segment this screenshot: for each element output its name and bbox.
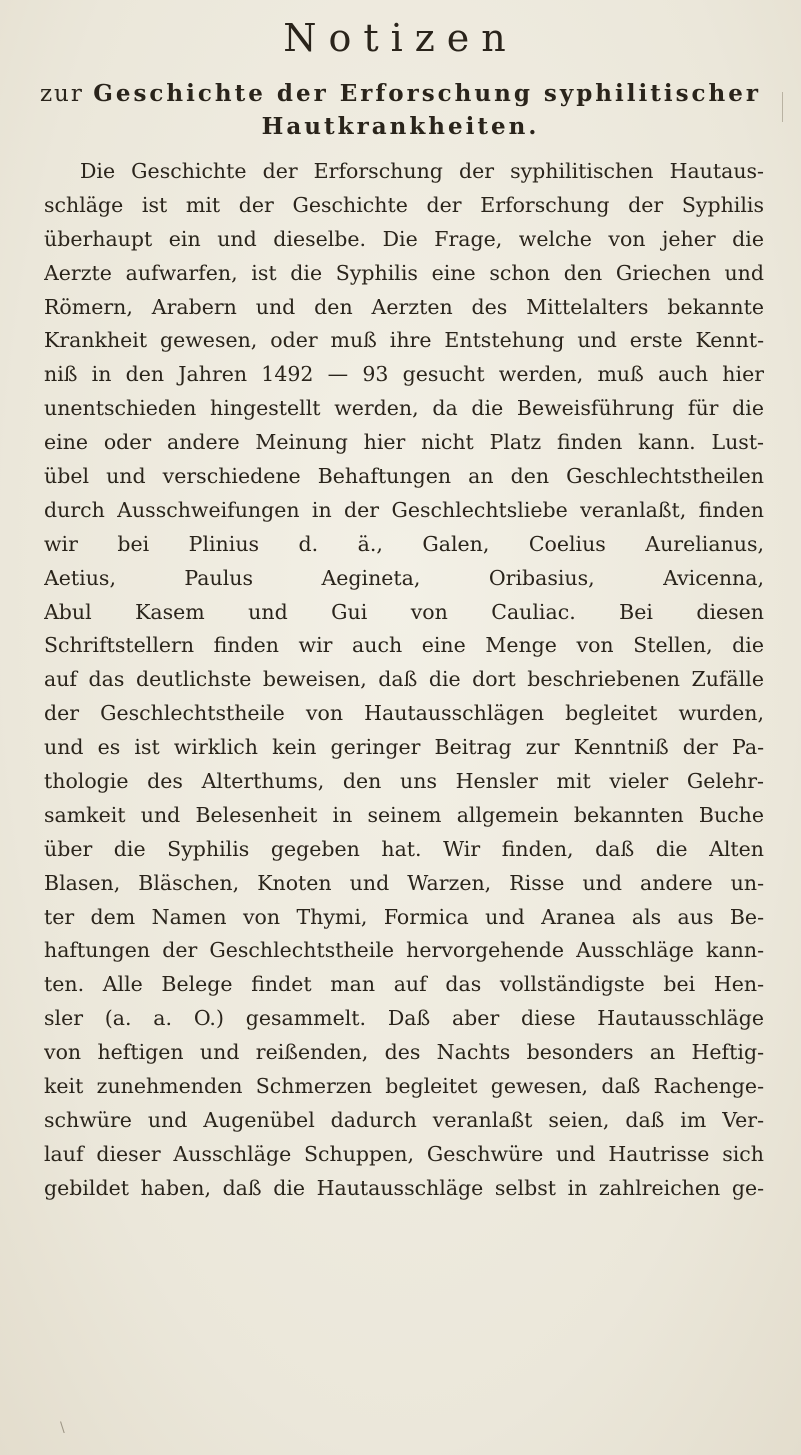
text-line: übel und verschiedene Behaftungen an den Geschlechtstheilen <box>44 464 764 489</box>
text-line: samkeit und Belesenheit in seinem allgemein bekannten Buche <box>44 802 764 827</box>
text-line: gebildet haben, daß die Hautausschläge selbst in zahlreichen ge- <box>44 1175 764 1200</box>
text-line: eine oder andere Meinung hier nicht Platz finden kann. Lust- <box>44 430 764 455</box>
text-line: unentschieden hingestellt werden, da die Beweisführung für die <box>44 396 764 421</box>
text-line: überhaupt ein und dieselbe. Die Frage, welche von jeher die <box>44 226 764 251</box>
text-line: Die Geschichte der Erforschung der syphilitischen Hautaus- <box>80 159 764 183</box>
body-text <box>44 155 764 1206</box>
text-line: und es ist wirklich kein geringer Beitrag zur Kenntniß der Pa- <box>44 735 764 760</box>
text-line: lauf dieser Ausschläge Schuppen, Geschwüre und Hautrisse sich <box>44 1141 764 1166</box>
text-line: Schriftstellern finden wir auch eine Menge von Stellen, die <box>44 633 764 658</box>
text-line: durch Ausschweifungen in der Geschlechtsliebe veranlaßt, finden <box>44 497 764 522</box>
margin-mark <box>782 92 783 122</box>
text-line: Aetius, Paulus Aegineta, Oribasius, Avicenna, <box>44 565 764 590</box>
text-line: Abul Kasem und Gui von Cauliac. Bei diesen <box>44 599 764 624</box>
text-line: auf das deutlichste beweisen, daß die dort beschriebenen Zufälle <box>44 667 764 692</box>
text-line: haftungen der Geschlechtstheile hervorgehende Ausschläge kann- <box>44 938 764 963</box>
text-line: Aerzte aufwarfen, ist die Syphilis eine schon den Griechen und <box>44 260 764 285</box>
text-line: Blasen, Bläschen, Knoten und Warzen, Risse und andere un- <box>44 870 764 895</box>
footer-mark: \ <box>60 1420 65 1436</box>
subtitle-line-2: Hautkrankheiten. <box>261 113 540 140</box>
text-line: über die Syphilis gegeben hat. Wir finden, daß die Alten <box>44 836 764 861</box>
subtitle-line-1 <box>0 80 801 107</box>
text-line: keit zunehmenden Schmerzen begleitet gewesen, daß Rachenge- <box>44 1074 764 1099</box>
text-line: sler (a. a. O.) gesammelt. Daß aber diese Hautausschläge <box>44 1006 764 1031</box>
text-line: schwüre und Augenübel dadurch veranlaßt seien, daß im Ver- <box>44 1107 764 1132</box>
subtitle-prefix: zur <box>39 81 84 107</box>
text-line: Krankheit gewesen, oder muß ihre Entstehung und erste Kennt- <box>44 328 764 353</box>
text-line: ten. Alle Belege findet man auf das vollständigste bei Hen- <box>44 972 764 997</box>
text-line: der Geschlechtstheile von Hautausschlägen begleitet wurden, <box>44 701 764 726</box>
text-line: wir bei Plinius d. ä., Galen, Coelius Aurelianus, <box>44 531 764 556</box>
subtitle-main: Geschichte der Erforschung syphilitischer <box>93 80 762 107</box>
text-line: Römern, Arabern und den Aerzten des Mittelalters bekannte <box>44 294 764 319</box>
text-line: ter dem Namen von Thymi, Formica und Aranea als aus Be- <box>44 904 764 929</box>
text-line: thologie des Alterthums, den uns Hensler mit vieler Gelehr- <box>44 769 764 794</box>
text-line: von heftigen und reißenden, des Nachts besonders an Heftig- <box>44 1040 764 1065</box>
page-title: Notizen <box>283 16 518 60</box>
text-line: niß in den Jahren 1492 — 93 gesucht werden, muß auch hier <box>44 362 764 387</box>
text-line: schläge ist mit der Geschichte der Erforschung der Syphilis <box>44 192 764 217</box>
